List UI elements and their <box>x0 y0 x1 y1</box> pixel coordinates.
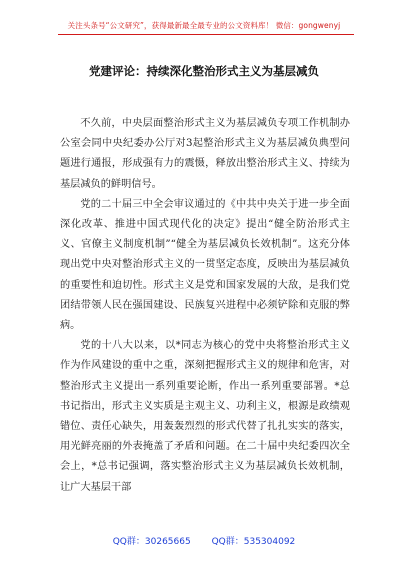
footer <box>0 534 408 547</box>
paragraph: 党的二十届三中全会审议通过的《中共中央关于进一步全面深化改革、推进中国式现代化的决定》提出“健全防治形式主义、官僚主义制度机制”“健全为基层减负长效机制”。这充分体现出党中央对整治形式主义的一贯坚定态度，反映出为基层减负的重要性和迫切性。形式主义是党和国家发展的大敌，是我们党团结带领人民在强国建设、民族复兴进程中必须铲除和克服的弊病。 <box>60 198 350 332</box>
header-divider <box>58 34 354 35</box>
document-title: 党建评论：持续深化整治形式主义为基层减负 <box>89 64 319 78</box>
header-banner: 关注头条号“公文研究”，获得最新最全最专业的公文资料库！ 微信：gongwenyj <box>67 21 341 30</box>
document-body <box>60 114 350 498</box>
qq-group-2: QQ群：535304092 <box>211 537 296 547</box>
paragraph: 党的十八大以来，以*同志为核心的党中央将整治形式主义作为作风建设的重中之重，深刻把握形式主义的规律和危害，对整治形式主义提出一系列重要论断，作出一系列重要部署。*总书记指出，形式主义实质是主观主义、功利主义，根源是政绩观错位、责任心缺失，用轰轰烈烈的形式代替了扎扎实实的落实，用光鲜亮丽的外表掩盖了矛盾和问题。在二十届中央纪委四次全会上，*总书记强调，落实整治形式主义为基层减负长效机制，让广大基层干部 <box>60 340 350 493</box>
qq-group-1: QQ群：30265665 <box>112 537 191 547</box>
paragraph: 不久前，中央层面整治形式主义为基层减负专项工作机制办公室会同中央纪委办公厅对3起整治形式主义为基层减负典型问题进行通报，形成强有力的震慑，释放出整治形式主义、持续为基层减负的鲜明信号。 <box>60 118 350 190</box>
